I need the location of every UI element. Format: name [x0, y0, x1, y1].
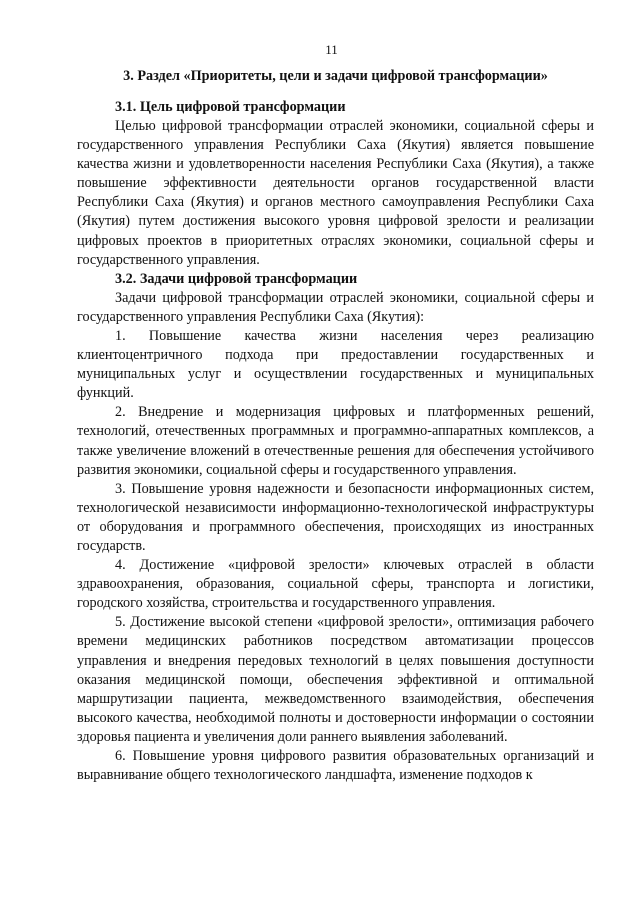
- goal-paragraph: Целью цифровой трансформации отраслей экономики, социальной сферы и государственного управления Республики Саха (Якутия) является повышение качества жизни и удовлетворенности населения Республики Саха (Якутия), а также повышение эффективности деятельности органов государственной власти Республики Саха (Якутия) и органов местного самоуправления Республики Саха (Якутия) путем достижения высокого уровня цифровой зрелости и реализации цифровых проектов в приоритетных отраслях экономики, социальной сферы и государственного управления.: [77, 118, 594, 268]
- section-title: 3. Раздел «Приоритеты, цели и задачи цифровой трансформации»: [123, 68, 548, 84]
- subsection-title-goal: 3.1. Цель цифровой трансформации: [115, 99, 346, 115]
- task-item-3: 3. Повышение уровня надежности и безопасности информационных систем, технологической независимости информационно-технологической инфраструктуры от оборудования и программного обеспечения, происходящих из иностранных государств.: [77, 480, 594, 554]
- task-item-1: 1. Повышение качества жизни населения через реализацию клиентоцентричного подхода при предоставлении государственных и муниципальных услуг и осуществлении государственных и муниципальных функций.: [77, 327, 594, 402]
- page-number: 11: [325, 42, 338, 57]
- task-item-2: 2. Внедрение и модернизация цифровых и платформенных решений, технологий, отечественных программных и программно-аппаратных комплексов, а также увеличение вложений в отечественные решения для обеспечения устойчивого развития экономики, социальной сферы и государственного управления.: [77, 404, 594, 478]
- task-item-5: 5. Достижение высокой степени «цифровой зрелости», оптимизация рабочего времени медицинских работников посредством автоматизации процессов управления и внедрения передовых технологий в целях повышения доступности оказания медицинской помощи, обеспечения эффективной и оптимальной маршрутизации пациента, межведомственного взаимодействия, обеспечения высокого качества, необходимой полноты и достоверности информации о состоянии здоровья пациента и увеличения доли раннего выявления заболеваний.: [77, 614, 594, 745]
- task-item-4: 4. Достижение «цифровой зрелости» ключевых отраслей в области здравоохранения, образования, социальной сферы, транспорта и логистики, городского хозяйства, строительства и государственного управления.: [77, 557, 594, 612]
- subsection-title-tasks: 3.2. Задачи цифровой трансформации: [115, 270, 358, 287]
- tasks-intro-paragraph: Задачи цифровой трансформации отраслей экономики, социальной сферы и государственного управления Республики Саха (Якутия):: [77, 289, 594, 325]
- task-item-6: 6. Повышение уровня цифрового развития образовательных организаций и выравнивание общего технологического ландшафта, изменение подходов к: [77, 748, 594, 784]
